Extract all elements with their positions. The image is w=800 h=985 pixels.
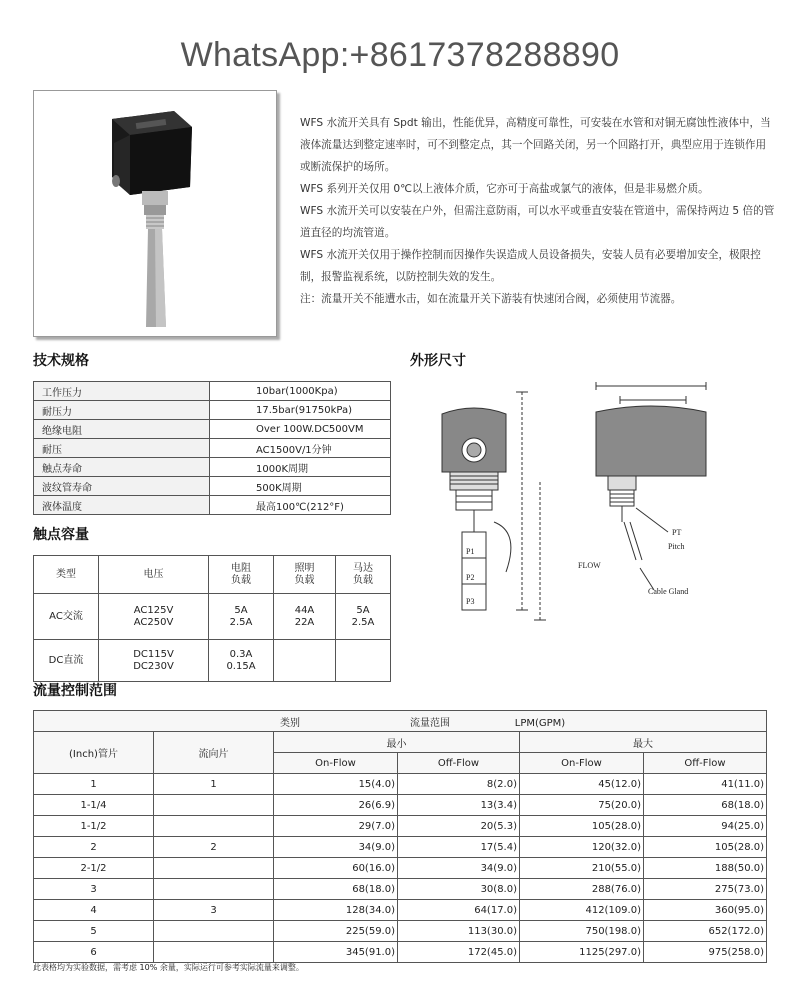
pipe-size: 1	[34, 774, 154, 795]
spec-value: 1000K周期	[210, 458, 391, 477]
max-on-flow: 750(198.0)	[520, 921, 644, 942]
header-lighting-1: 照明	[294, 562, 315, 574]
voltage-1: DC115V	[133, 648, 174, 660]
max-off-flow: 975(258.0)	[644, 942, 767, 963]
spec-key: 耐压力	[34, 401, 210, 420]
paddle-size	[154, 942, 274, 963]
label-flow: FLOW	[578, 561, 601, 570]
contact-heading: 触点容量	[33, 527, 89, 543]
max-off-flow: 68(18.0)	[644, 795, 767, 816]
min-off-flow: 20(5.3)	[398, 816, 520, 837]
min-on-flow: 68(18.0)	[274, 879, 398, 900]
max-on-flow: 412(109.0)	[520, 900, 644, 921]
min-on-flow: 34(9.0)	[274, 837, 398, 858]
header-type: 类型	[34, 556, 99, 594]
spec-value: AC1500V/1分钟	[210, 439, 391, 458]
table-row	[34, 816, 767, 837]
pipe-size: 2-1/2	[34, 858, 154, 879]
header-max-on: On-Flow	[520, 753, 644, 774]
max-off-flow: 94(25.0)	[644, 816, 767, 837]
paddle-size: 2	[154, 837, 274, 858]
table-row	[34, 382, 391, 401]
min-on-flow: 128(34.0)	[274, 900, 398, 921]
resistive-1: 5A	[234, 604, 248, 616]
max-off-flow: 41(11.0)	[644, 774, 767, 795]
min-on-flow: 345(91.0)	[274, 942, 398, 963]
contact-type: DC直流	[34, 640, 99, 682]
table-row	[34, 795, 767, 816]
flow-table	[33, 710, 767, 963]
label-pitch: Pitch	[668, 542, 685, 551]
spec-heading: 技术规格	[33, 353, 89, 369]
lighting-2: 22A	[294, 616, 315, 628]
spec-table	[33, 381, 391, 515]
max-on-flow: 210(55.0)	[520, 858, 644, 879]
table-row	[34, 879, 767, 900]
table-row	[34, 420, 391, 439]
spec-key: 液体温度	[34, 496, 210, 515]
footnote: 此表格均为实验数据，需考虑 10% 余量，实际运行可参考实际流量来调整。	[33, 963, 304, 972]
table-row	[34, 594, 391, 640]
contact-type: AC交流	[34, 594, 99, 640]
table-row	[34, 458, 391, 477]
max-on-flow: 75(20.0)	[520, 795, 644, 816]
dimension-drawing	[410, 372, 775, 632]
whatsapp-watermark: WhatsApp:+8617378288890	[180, 36, 620, 74]
pipe-size: 5	[34, 921, 154, 942]
contact-resistive	[209, 594, 274, 640]
motor-1: 5A	[356, 604, 370, 616]
contact-motor	[336, 640, 391, 682]
table-row	[34, 711, 767, 732]
paddle-size: 1	[154, 774, 274, 795]
spec-key: 工作压力	[34, 382, 210, 401]
paddle-size	[154, 879, 274, 900]
table-row	[34, 858, 767, 879]
intro-paragraph-3: WFS 水流开关可以安装在户外，但需注意防雨，可以水平或垂直安装在管道中，需保持两边 5 倍的管道直径的均流管道。	[300, 205, 775, 239]
resistive-2: 0.15A	[226, 660, 256, 672]
intro-paragraph-1: WFS 水流开关具有 Spdt 输出，性能优异，高精度可靠性，可安装在水管和对铜无腐蚀性液体中，当液体流量达到整定速率时，可不到整定点，其一个回路关闭，另一个回路打开，典型应用于连锁作用或断流保护的场所。	[300, 117, 771, 173]
paddle-size: 3	[154, 900, 274, 921]
header-min-off: Off-Flow	[398, 753, 520, 774]
contact-table	[33, 555, 391, 682]
contact-lighting	[274, 640, 336, 682]
min-off-flow: 34(9.0)	[398, 858, 520, 879]
max-on-flow: 1125(297.0)	[520, 942, 644, 963]
table-row	[34, 942, 767, 963]
min-on-flow: 29(7.0)	[274, 816, 398, 837]
spec-value: Over 100W.DC500VM	[210, 420, 391, 439]
header-resistive	[209, 556, 274, 594]
header-min-on: On-Flow	[274, 753, 398, 774]
spec-value: 500K周期	[210, 477, 391, 496]
intro-paragraph-4: WFS 水流开关仅用于操作控制而因操作失误造成人员设备损失，安装人员有必要增加安全，极限控制，报警监视系统，以防控制失效的发生。	[300, 249, 761, 283]
header-max: 最大	[520, 732, 767, 753]
max-off-flow: 275(73.0)	[644, 879, 767, 900]
pipe-size: 3	[34, 879, 154, 900]
header-lighting-2: 负载	[294, 574, 315, 586]
lighting-1: 44A	[294, 604, 315, 616]
max-on-flow: 120(32.0)	[520, 837, 644, 858]
pipe-size: 6	[34, 942, 154, 963]
label-p2: P2	[466, 573, 475, 582]
header-max-off: Off-Flow	[644, 753, 767, 774]
min-on-flow: 60(16.0)	[274, 858, 398, 879]
table-row	[34, 837, 767, 858]
pipe-size: 4	[34, 900, 154, 921]
min-off-flow: 113(30.0)	[398, 921, 520, 942]
max-off-flow: 652(172.0)	[644, 921, 767, 942]
spec-value: 最高100℃(212°F)	[210, 496, 391, 515]
table-row	[34, 900, 767, 921]
contact-resistive	[209, 640, 274, 682]
resistive-1: 0.3A	[229, 648, 253, 660]
intro-paragraph-5: 注：流量开关不能遭水击，如在流量开关下游装有快速闭合阀，必须使用节流器。	[300, 293, 682, 305]
min-on-flow: 15(4.0)	[274, 774, 398, 795]
paddle-size	[154, 858, 274, 879]
max-on-flow: 288(76.0)	[520, 879, 644, 900]
min-off-flow: 13(3.4)	[398, 795, 520, 816]
table-row	[34, 556, 391, 594]
min-off-flow: 172(45.0)	[398, 942, 520, 963]
voltage-2: AC250V	[133, 616, 174, 628]
spec-key: 耐压	[34, 439, 210, 458]
flow-heading: 流量控制范围	[33, 683, 117, 699]
table-row	[34, 477, 391, 496]
table-row	[34, 774, 767, 795]
paddle-size	[154, 795, 274, 816]
pipe-size: 1-1/4	[34, 795, 154, 816]
header-pipe: (Inch)管片	[34, 732, 154, 774]
min-on-flow: 225(59.0)	[274, 921, 398, 942]
max-on-flow: 105(28.0)	[520, 816, 644, 837]
spec-key: 波纹管寿命	[34, 477, 210, 496]
paddle-size	[154, 921, 274, 942]
spec-key: 绝缘电阻	[34, 420, 210, 439]
header-motor-1: 马达	[353, 562, 373, 574]
max-off-flow: 105(28.0)	[644, 837, 767, 858]
min-on-flow: 26(6.9)	[274, 795, 398, 816]
label-p1: P1	[466, 547, 475, 556]
header-voltage: 电压	[99, 556, 209, 594]
max-on-flow: 45(12.0)	[520, 774, 644, 795]
contact-voltage	[99, 640, 209, 682]
header-paddle: 流向片	[154, 732, 274, 774]
header-category: 类别	[280, 717, 300, 729]
min-off-flow: 30(8.0)	[398, 879, 520, 900]
flow-category-header	[34, 711, 767, 732]
header-motor	[336, 556, 391, 594]
min-off-flow: 17(5.4)	[398, 837, 520, 858]
spec-value: 17.5bar(91750kPa)	[210, 401, 391, 420]
header-unit: LPM(GPM)	[514, 717, 566, 729]
label-cable-gland: Cable Gland	[648, 587, 689, 596]
header-resistive-1: 电阻	[231, 562, 251, 574]
voltage-1: AC125V	[133, 604, 174, 616]
min-off-flow: 64(17.0)	[398, 900, 520, 921]
contact-voltage	[99, 594, 209, 640]
header-min: 最小	[274, 732, 520, 753]
label-pt: PT	[672, 528, 682, 537]
header-resistive-2: 负载	[231, 574, 251, 586]
contact-lighting	[274, 594, 336, 640]
max-off-flow: 360(95.0)	[644, 900, 767, 921]
pipe-size: 2	[34, 837, 154, 858]
pipe-size: 1-1/2	[34, 816, 154, 837]
voltage-2: DC230V	[133, 660, 174, 672]
table-row	[34, 921, 767, 942]
product-description	[300, 112, 775, 310]
header-lighting	[274, 556, 336, 594]
table-row	[34, 401, 391, 420]
resistive-2: 2.5A	[229, 616, 253, 628]
product-photo	[33, 90, 277, 337]
spec-key: 触点寿命	[34, 458, 210, 477]
table-row	[34, 640, 391, 682]
header-motor-2: 负载	[353, 574, 373, 586]
label-p3: P3	[466, 597, 475, 606]
max-off-flow: 188(50.0)	[644, 858, 767, 879]
table-row	[34, 732, 767, 753]
intro-paragraph-2: WFS 系列开关仅用 0℃以上液体介质，它亦可于高盐或氯气的液体，但是非易燃介质。	[300, 183, 709, 195]
min-off-flow: 8(2.0)	[398, 774, 520, 795]
dimensions-heading: 外形尺寸	[410, 353, 466, 369]
spec-value: 10bar(1000Kpa)	[210, 382, 391, 401]
contact-motor	[336, 594, 391, 640]
motor-2: 2.5A	[351, 616, 375, 628]
table-row	[34, 496, 391, 515]
paddle-size	[154, 816, 274, 837]
table-row	[34, 439, 391, 458]
header-range: 流量范围	[410, 717, 450, 729]
